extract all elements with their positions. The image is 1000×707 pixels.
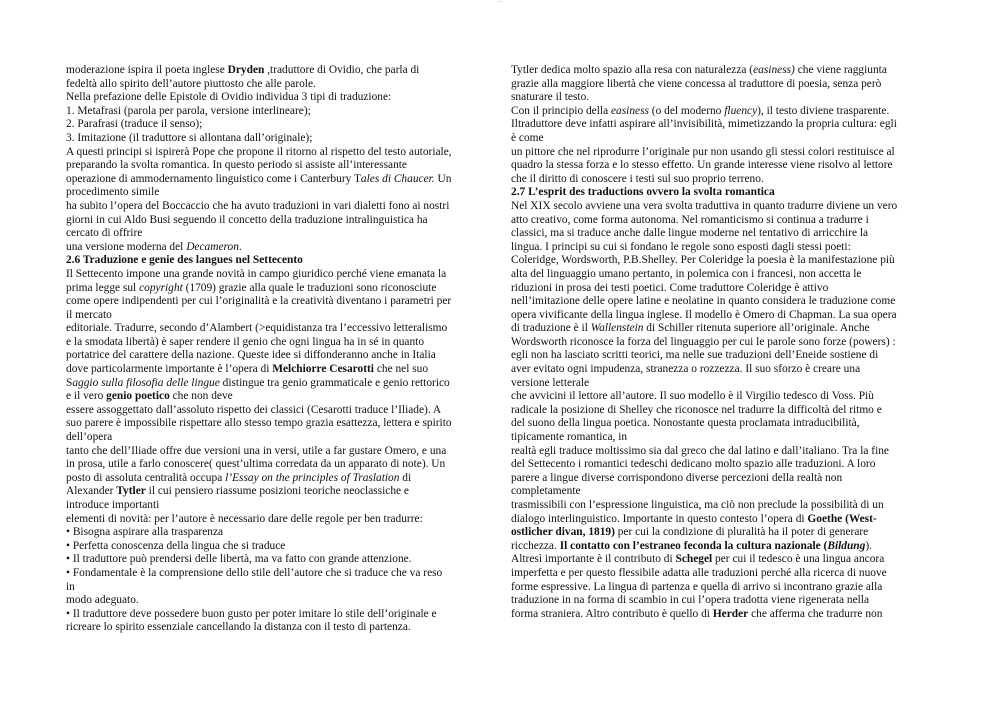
right-column-line: atto creativo, come forma autonoma. Nel romanticismo si continua a tradurre i [511, 213, 869, 226]
right-column-line: Altresì importante è il contributo di Schegel per cui il tedesco è una lingua ancora [511, 553, 885, 566]
right-column-line: ricchezza. Il contatto con l’estraneo feconda la cultura nazionale (Bildung). [511, 539, 872, 552]
right-column-line: Wordsworth riconosce la forza del linguaggio per cui le parole sono forze (powers) : [511, 335, 896, 348]
right-column-line: trasmissibili con l’espressione linguistica, ma ciò non preclude la possibilità di un [511, 499, 884, 511]
left-column-line: procedimento simile [66, 186, 160, 199]
right-column-line: Coleridge, Wordsworth, P.B.Shelley. Per Coleridge la poesia è la manifestazione più [511, 254, 895, 267]
left-column-line: il mercato [66, 308, 112, 321]
left-column-line: • Il traduttore deve possedere buon gusto per poter imitare lo stile dell’originale e [66, 607, 437, 620]
right-column-line: del Settecento i romantici tedeschi dedicano molto spazio alle traduzioni. A loro [511, 458, 876, 471]
right-column-line: Con il principio della easiness (o del moderno fluency), il testo diviene trasparente. [511, 104, 890, 117]
right-column-line: ostlicher divan, 1819) per cui la condizione di pluralità ha il poter di generare [511, 526, 869, 539]
left-column-line: moderazione ispira il poeta inglese Dryden ,traduttore di Ovidio, che parla di [66, 64, 420, 76]
left-column-line: A questi principi si ispirerà Pope che propone il ritorno al rispetto del testo autoriale, [66, 145, 452, 158]
right-column-line: dialogo interlinguistico. Importante in questo contesto l’opera di Goethe (West- [511, 512, 877, 525]
left-column-line: operazione di ammodernamento linguistico come i Canterbury Tales di Chaucer. Un [66, 172, 452, 185]
right-column-line: che il diritto di conoscere i testi sul suo proprio terreno. [511, 172, 764, 185]
right-column [511, 64, 915, 621]
left-column-line: introduce importanti [66, 499, 160, 511]
left-column-line: dove particolarmente importante è l’opera di Melchiorre Cesarotti che nel suo [66, 363, 429, 376]
left-column-line: • Fondamentale è la comprensione dello stile dell’autore che si traduce che va reso [66, 566, 443, 579]
left-column [66, 64, 470, 635]
left-column-line: editoriale. Tradurre, secondo d’Alambert (>equidistanza tra l’eccessivo letteralismo [66, 322, 448, 335]
left-column-line: e la smodata libertà) è saper rendere il genio che ogni lingua ha in sé in quanto [66, 335, 425, 348]
right-column-line: opera vivificante della lingua inglese. Il modello è Omero di Chapman. La sua opera [511, 308, 897, 321]
right-column-line: aver evitato ogni impudenza, stranezza o rozzezza. Il suo sforzo è creare una [511, 363, 861, 376]
left-column-line: Il Settecento impone una grande novità in campo giuridico perché viene emanata la [66, 267, 447, 280]
left-column-line: ha subito l’opera del Boccaccio che ha avuto traduzioni in vari dialetti fono ai nostri [66, 199, 450, 212]
page-header-mark: — [497, 0, 503, 5]
left-column-line: in [66, 580, 75, 593]
right-column-line: lingua. I principi su cui si fondano le regole sono esposti dagli stessi poeti: [511, 240, 851, 253]
right-column-line: riduzioni in prosa dei testi poetici. Come traduttore Coleridge è attivo [511, 281, 829, 294]
right-column-line: versione letterale [511, 376, 590, 389]
right-column-line: forma straniera. Altro contributo è quello di Herder che afferma che tradurre non [511, 607, 883, 620]
right-column-line: classici, ma si traduce anche dalle lingue moderne nel tentativo di arricchire la [511, 227, 869, 240]
left-column-line: • Bisogna aspirare alla trasparenza [66, 526, 224, 539]
right-column-line: forme espressive. La lingua di partenza e quella di arrivo si incontrano grazie alla [511, 580, 883, 593]
right-column-line: Iltraduttore deve infatti aspirare all’invisibilità, mimetizzando la propria cultura: egli [511, 118, 897, 131]
left-column-line: posto di assoluta centralità occupa l’Essay on the principles of Traslation di [66, 471, 412, 484]
left-column-line: giorni in cui Aldo Busi seguendo il concetto della traduzione intralinguistica ha [66, 213, 428, 226]
left-column-line: elementi di novità: per l’autore è necessario dare delle regole per ben tradurre: [66, 512, 423, 525]
left-column-line: suo parere è impossibile rispettare allo stesso tempo grazia esattezza, lettera e spirito [66, 417, 452, 430]
left-column-line: in prosa, utile a farlo conoscere( quest’ultima corredata da un apparato di note). Un [66, 458, 446, 471]
left-column-line: • Il traduttore può prendersi delle libertà, ma va fatto con grande attenzione. [66, 553, 412, 566]
left-column-line: modo adeguato. [66, 594, 139, 607]
right-column-line: parere a lingue diverse corrispondono diverse percezioni della realtà non [511, 471, 843, 484]
right-column-line: snaturare il testo. [511, 91, 590, 104]
right-column-line: completamente [511, 485, 581, 498]
left-column-line: 1. Metafrasi (parola per parola, versione interlineare); [66, 104, 311, 117]
right-column-line: di traduzione è il Wallenstein di Schiller ritenuta superiore all’originale. Anche [511, 322, 870, 335]
left-column-line: portatrice del carattere della nazione. Queste idee si diffonderanno anche in Italia [66, 349, 436, 362]
left-column-line: fedeltà allo spirito dell’autore piuttosto che alle parole. [66, 77, 316, 90]
left-column-line: • Perfetta conoscenza della lingua che si traduce [66, 539, 286, 552]
right-column-line: quadro la stessa forza e lo stesso effetto. Un grande interesse viene risolvo al lettore [511, 159, 893, 172]
left-column-line: tanto che dell’Iliade offre due versioni una in versi, utile a far gustare Omero, e una [66, 444, 447, 457]
left-column-line: cercato di offrire [66, 227, 143, 240]
left-column-line: 2.6 Traduzione e genie des langues nel Settecento [66, 254, 303, 267]
left-column-line: essere assoggettato dall’assoluto rispetto dei classici (Cesarotti traduce l’Iliade). A [66, 403, 442, 416]
left-column-line: Alexander Tytler il cui pensiero riassume posizioni teoriche neoclassiche e [66, 485, 409, 498]
right-column-line: nell’imitazione delle opere latine e neolatine in quanto considera le traduzione come [511, 295, 896, 308]
right-column-line: radicale la posizione di Shelley che riconosce nel tradurre la difficoltà del ritmo e [511, 403, 882, 416]
left-column-line: e il vero genio poetico che non deve [66, 390, 233, 403]
right-column-line: traduzione in na forma di scambio in cui l’opera tradotta viene rigenerata nella [511, 594, 870, 607]
right-column-line: un pittore che nel riprodurre l’originale pur non usando gli stessi colori restituisce al [511, 145, 895, 158]
right-column-line: è come [511, 131, 544, 144]
left-column-line: 2. Parafrasi (traduce il senso); [66, 118, 203, 131]
right-column-line: tipicamente romantica, in [511, 431, 628, 444]
right-column-line: grazie alla maggiore libertà che viene concessa al traduttore di poesia, senza però [511, 77, 882, 90]
left-column-line: ricreare lo spirito essenziale cancellando la distanza con il testo di partenza. [66, 621, 411, 634]
left-column-line: una versione moderna del Decameron. [66, 240, 242, 253]
left-column-line: dell’opera [66, 431, 113, 444]
right-column-line: imperfetta e per questo flessibile adatta alle traduzioni perché alla ricerca di nuove [511, 566, 887, 579]
right-column-line: alta del linguaggio umano pertanto, in polemica con i francesi, non accetta le [511, 267, 862, 280]
left-column-line: 3. Imitazione (il traduttore si allontana dall’originale); [66, 131, 313, 144]
right-column-line: Nel XIX secolo avviene una vera svolta traduttiva in quanto tradurre diviene un vero [511, 199, 898, 212]
right-column-line: realtà egli traduce moltissimo sia dal greco che dal latino e dall’italiano. Tra la fine [511, 444, 889, 457]
right-column-line: Tytler dedica molto spazio alla resa con naturalezza (easiness) che viene raggiunta [511, 64, 887, 76]
left-column-line: Nella prefazione delle Epistole di Ovidio individua 3 tipi di traduzione: [66, 91, 392, 104]
left-column-line: come opere indipendenti per cui l’originalità e la creatività diventano i parametri per [66, 295, 452, 308]
right-column-line: 2.7 L’esprit des traductions ovvero la svolta romantica [511, 186, 775, 199]
left-column-line: Saggio sulla filosofia delle lingue distingue tra genio grammaticale e genio rettorico [66, 376, 450, 389]
right-column-line: egli non ha lasciato scritti teorici, ma nelle sue traduzioni dell’Eneide sostiene di [511, 349, 879, 362]
left-column-line: prima legge sul copyright (1709) grazie alla quale le traduzioni sono riconosciute [66, 281, 437, 294]
left-column-line: preparando la svolta romantica. In questo periodo si assiste all’interessante [66, 159, 407, 172]
right-column-line: del suono della lingua poetica. Nonostante questa proclamata intraducibilità, [511, 417, 860, 430]
right-column-line: che avvicini il lettore all’autore. Il suo modello è il Virgilio tedesco di Voss. Più [511, 390, 874, 403]
